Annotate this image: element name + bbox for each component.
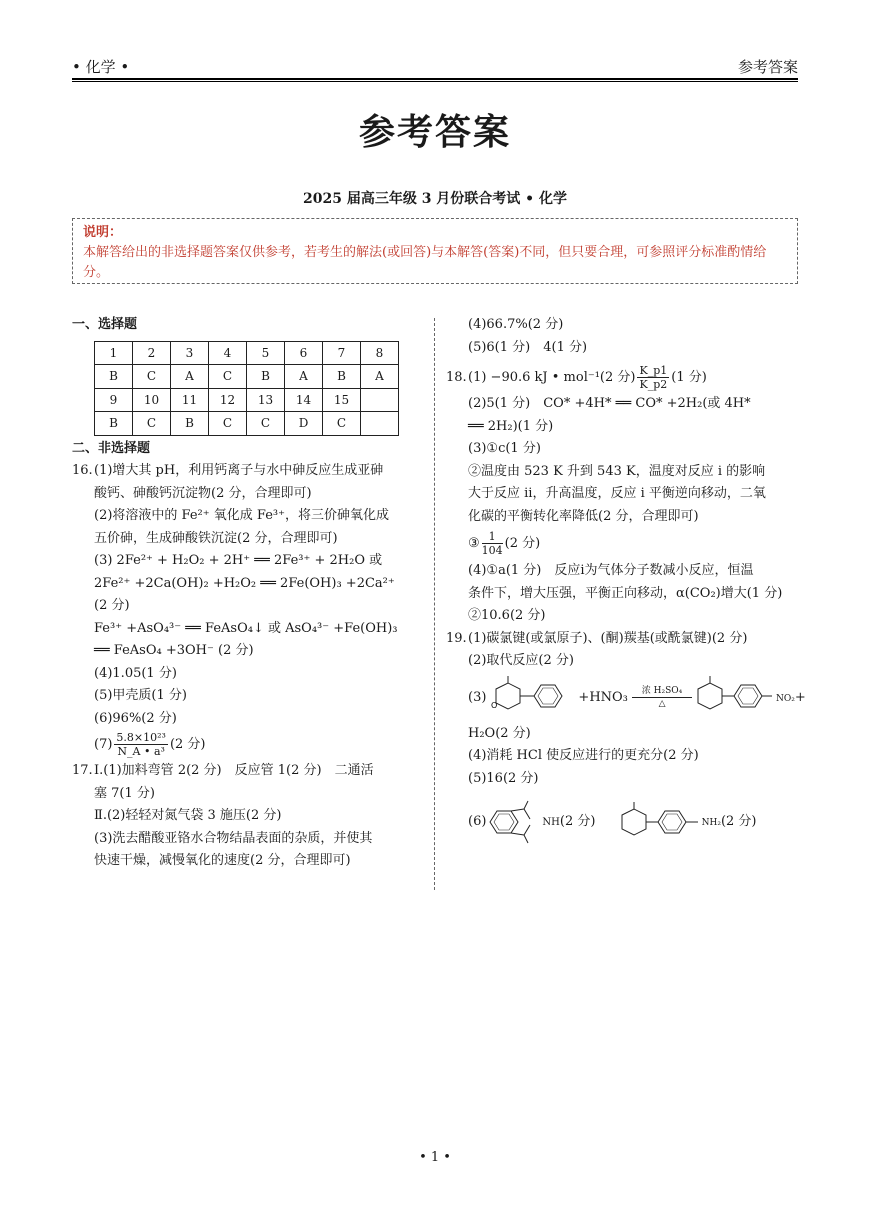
answer-table-cell: C — [323, 412, 361, 436]
q19-line: (1)碳氯键(或氯原子)、(酮)羰基(或酰氯键)(2 分) — [468, 630, 748, 646]
answer-table-cell: B — [95, 412, 133, 436]
q17-line: (5)6(1 分) 4(1 分) — [468, 339, 588, 355]
q18-line: (1) −90.6 kJ • mol⁻¹(2 分) — [468, 370, 636, 385]
q19-line: (4)消耗 HCl 使反应进行的更充分(2 分) — [468, 748, 699, 763]
phthalimide-structure — [486, 799, 542, 845]
fraction-denominator: N_A • a³ — [117, 745, 165, 758]
q17-number: 17. — [72, 763, 93, 778]
fraction-denominator: K_p2 — [639, 378, 668, 391]
header-subject: • 化学 • — [72, 58, 130, 76]
q18-score: (1 分) — [671, 370, 707, 385]
page-title: 参考答案 — [358, 112, 511, 153]
q17-line: 快速干燥，减慢氧化的速度(2 分，合理即可) — [94, 853, 351, 868]
answer-table-cell: 14 — [285, 388, 323, 412]
q18-line: 大于反应 ⅱ，升高温度，反应 ⅰ 平衡逆向移动，二氧 — [468, 486, 766, 501]
answer-table-cell: A — [361, 365, 399, 389]
morpholinone-phenyl-structure — [486, 675, 578, 719]
reaction-arrow — [632, 686, 692, 709]
svg-text:O: O — [491, 701, 498, 710]
nitro-product-structure — [692, 675, 776, 719]
q16-line: Fe³⁺ +AsO₄³⁻ ══ FeAsO₄↓ 或 AsO₄³⁻ +Fe(OH)₃ — [94, 620, 398, 636]
q16-line: (1)增大其 pH，利用钙离子与水中砷反应生成亚砷 — [94, 463, 384, 478]
q18-part-label: ③ — [468, 536, 480, 551]
reaction-condition-top: 浓 H₂SO₄ — [641, 685, 683, 696]
answer-table-cell: D — [285, 412, 323, 436]
q19-plus: + — [794, 689, 806, 705]
note-text: 本解答给出的非选择题答案仅供参考，若考生的解法(或回答)与本解答(答案)不同，但只要合理，可参照评分标准酌情给分。 — [83, 245, 767, 280]
q18-line: 化碳的平衡转化率降低(2 分，合理即可) — [468, 508, 699, 524]
q16-part-label: (7) — [94, 737, 113, 752]
q19-line: (5)16(2 分) — [468, 770, 539, 786]
answer-table-cell: 13 — [247, 388, 285, 412]
q18-line: (3)①c(1 分) — [468, 441, 541, 456]
answer-table-cell: C — [247, 412, 285, 436]
note-box — [72, 218, 798, 284]
fraction-denominator: 104 — [481, 544, 503, 557]
answer-table-row — [95, 388, 399, 412]
right-column — [446, 314, 806, 848]
q17-line: (3)洗去醋酸亚铬水合物结晶表面的杂质，并使其 — [94, 830, 373, 846]
q19-part-label: (3) — [468, 689, 487, 705]
question-18 — [446, 363, 806, 628]
answer-table-cell: 5 — [247, 341, 285, 365]
answer-table-cell: C — [133, 412, 171, 436]
header-rule-thin — [72, 81, 798, 82]
amine-group-label: NH₂ — [701, 818, 721, 828]
q18-line: ②10.6(2 分) — [468, 608, 546, 623]
q16-fraction — [114, 731, 168, 758]
answer-table-cell: 9 — [95, 388, 133, 412]
q19-part-label: (6) — [468, 814, 487, 829]
column-divider — [434, 318, 435, 890]
fraction-numerator: K_p1 — [639, 364, 668, 377]
q19-reaction-equation — [446, 673, 806, 723]
q19-score: (2 分) — [559, 814, 596, 829]
q18-line-fraction — [446, 528, 806, 560]
q16-line: (3) 2Fe²⁺ + H₂O₂ + 2H⁺ ══ 2Fe³⁺ + 2H₂O 或 — [94, 553, 383, 568]
answer-table-cell: 12 — [209, 388, 247, 412]
answer-table-cell: B — [247, 365, 285, 389]
fraction-numerator: 5.8×10²³ — [116, 731, 166, 744]
q16-line-fraction — [72, 730, 430, 760]
q19-line: (2)取代反应(2 分) — [468, 653, 574, 668]
q19-number: 19. — [446, 630, 467, 646]
nitro-group-label: NO₂ — [776, 693, 795, 704]
answer-table-cell: A — [285, 365, 323, 389]
answer-table-row — [95, 365, 399, 389]
q18-fraction — [482, 530, 503, 557]
q18-line: 条件下，增大压强，平衡正向移动，α(CO₂)增大(1 分) — [468, 585, 783, 601]
question-17 — [72, 760, 430, 873]
exam-subtitle: 2025 届高三年级 3 月份联合考试 • 化学 — [302, 191, 568, 207]
answer-table-cell: 15 — [323, 388, 361, 412]
header-rule — [72, 78, 798, 80]
page-header — [72, 56, 798, 76]
q16-line: ══ FeAsO₄ +3OH⁻ (2 分) — [94, 643, 254, 658]
answer-table-cell: 3 — [171, 341, 209, 365]
answer-table-cell: 1 — [95, 341, 133, 365]
q16-line: 2Fe²⁺ +2Ca(OH)₂ +H₂O₂ ══ 2Fe(OH)₃ +2Ca²⁺ — [94, 575, 395, 591]
fraction-numerator: 1 — [482, 530, 503, 544]
answer-table-cell: 4 — [209, 341, 247, 365]
left-column — [72, 314, 430, 873]
answer-table-cell: 11 — [171, 388, 209, 412]
q18-line: (2)5(1 分) CO* +4H* ══ CO* +2H₂(或 4H* — [468, 396, 751, 411]
q16-number: 16. — [72, 463, 93, 478]
answer-table-cell — [361, 412, 399, 436]
q16-line: 酸钙、砷酸钙沉淀物(2 分，合理即可) — [94, 485, 312, 501]
answer-table-cell: 6 — [285, 341, 323, 365]
q16-line: (6)96%(2 分) — [94, 710, 177, 726]
q16-line: (5)甲壳质(1 分) — [94, 688, 187, 703]
q16-line: (2)将溶液中的 Fe²⁺ 氧化成 Fe³⁺，将三价砷氧化成 — [94, 508, 389, 523]
q19-line: H₂O(2 分) — [468, 725, 531, 741]
answer-table-row — [95, 412, 399, 436]
answer-table-cell: 10 — [133, 388, 171, 412]
section-free-response: 二、非选择题 — [72, 440, 151, 456]
q17-line: (4)66.7%(2 分) — [468, 317, 564, 332]
reaction-condition-bottom: △ — [658, 698, 666, 709]
q18-score: (2 分) — [504, 536, 541, 551]
answer-table-cell: 7 — [323, 341, 361, 365]
section-multiple-choice: 一、选择题 — [72, 317, 138, 332]
q18-line: ══ 2H₂)(1 分) — [468, 418, 554, 434]
q16-score: (2 分) — [169, 737, 206, 752]
answer-table-cell — [361, 388, 399, 412]
q18-line: ②温度由 523 K 升到 543 K，温度对反应 ⅰ 的影响 — [468, 463, 766, 479]
answer-table — [94, 341, 399, 436]
q18-line: (4)①a(1 分) 反应ⅰ为气体分子数减小反应，恒温 — [468, 563, 754, 578]
q18-fraction-kp — [637, 364, 669, 391]
q16-line: (2 分) — [94, 598, 130, 613]
q17-line: Ⅰ.(1)加料弯管 2(2 分) 反应管 1(2 分) 二通活 — [94, 763, 374, 778]
q19-reagent: +HNO₃ — [578, 689, 628, 705]
answer-table-cell: A — [171, 365, 209, 389]
q16-line: (4)1.05(1 分) — [94, 665, 177, 681]
answer-table-cell: B — [171, 412, 209, 436]
q18-number: 18. — [446, 370, 467, 385]
answer-table-cell: B — [323, 365, 361, 389]
imide-nh-label: NH — [542, 817, 560, 828]
q16-line: 五价砷，生成砷酸铁沉淀(2 分，合理即可) — [94, 530, 338, 546]
page-number: • 1 • — [419, 1150, 451, 1165]
q17-line: Ⅱ.(2)轻轻对氮气袋 3 施压(2 分) — [94, 808, 282, 823]
answer-table-cell: 2 — [133, 341, 171, 365]
answer-table-cell: 8 — [361, 341, 399, 365]
answer-table-row — [95, 341, 399, 365]
answer-table-cell: C — [209, 365, 247, 389]
answer-table-cell: B — [95, 365, 133, 389]
q19-score: (2 分) — [720, 814, 757, 829]
header-doc-type: 参考答案 — [737, 58, 798, 76]
q19-line-structures — [446, 796, 806, 848]
answer-table-cell: C — [209, 412, 247, 436]
q17-line: 塞 7(1 分) — [94, 785, 155, 801]
note-heading: 说明： — [83, 225, 123, 240]
answer-table-cell: C — [133, 365, 171, 389]
question-16 — [72, 460, 430, 760]
aminophenyl-morpholinone-structure — [614, 799, 702, 845]
question-19 — [446, 628, 806, 849]
